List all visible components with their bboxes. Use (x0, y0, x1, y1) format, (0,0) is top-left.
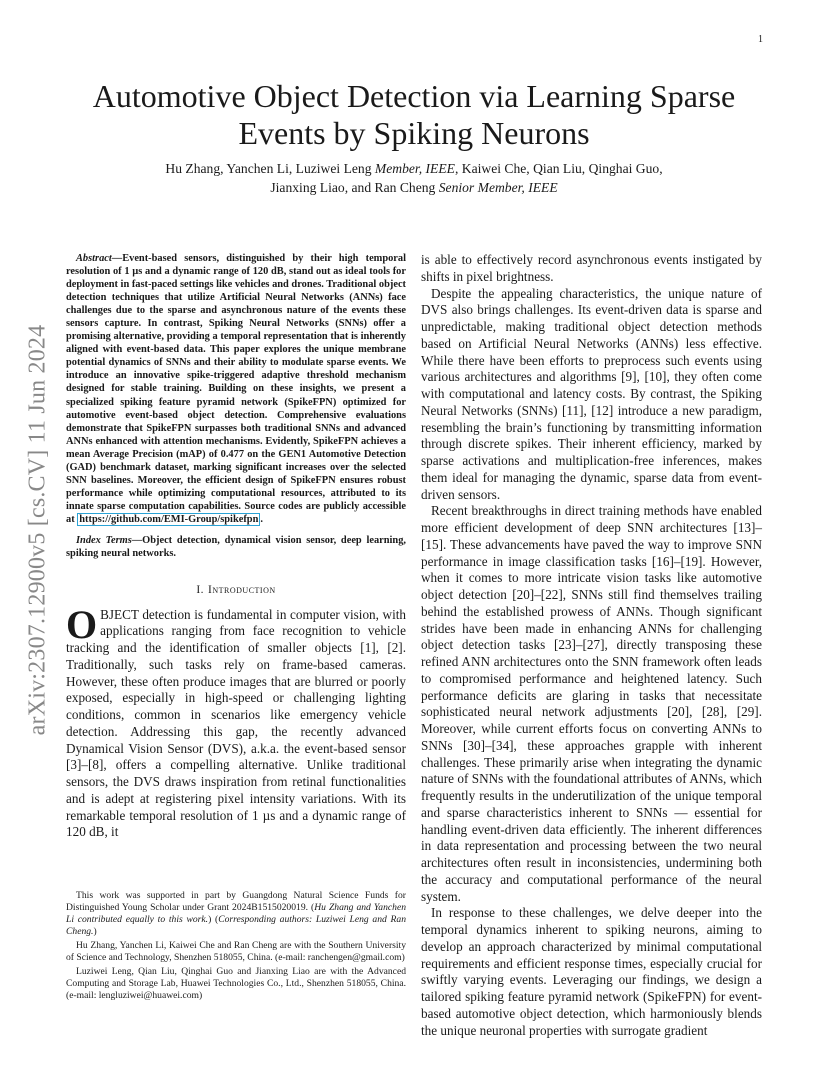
index-terms-body: —Object detection, dynamical vision sensor, deep learning, spiking neural networks. (66, 534, 406, 559)
title-line-1: Automotive Object Detection via Learning Sparse (92, 78, 736, 114)
author-list (80, 159, 748, 197)
right-column (421, 252, 762, 1039)
authors-text: , Kaiwei Che, Qian Liu, Qinghai Guo, (454, 161, 663, 176)
index-terms-label: Index Terms (76, 534, 132, 546)
affiliation-footnote-sustech: Hu Zhang, Yanchen Li, Kaiwei Che and Ran Cheng are with the Southern University of Science and Technology, Shenzhen 518055, China. (e-mail: ranchengen@gmail.com) (66, 940, 406, 963)
senior-member-label: Senior Member, IEEE (438, 180, 558, 195)
section-heading-introduction (66, 582, 406, 599)
page-number: 1 (758, 34, 763, 45)
footnote-text: ) ( (208, 914, 219, 925)
authors-line-2 (80, 178, 748, 197)
abstract-body: —Event-based sensors, distinguished by their high temporal resolution of 1 µs and a dynamic range of 120 dB, stand out as ideal tools for deployment in fast-paced settings like vehicles and drones. Traditional object detection techniques that utilize Artificial Neural Networks (ANNs) face challenges due to the sparse and asynchronous nature of the events these sensors capture. In contrast, Spiking Neural Networks (SNNs) offer a promising alternative, providing a temporal representation that is inherently aligned with event-based data. This paper explores the unique membrane potential dynamics of SNNs and their ability to modulate sparse events. We introduce an innovative spike-triggered adaptive threshold mechanism designed for stable training. Building on these insights, we present a specialized spiking feature pyramid network (SpikeFPN) optimized for automotive event-based object detection. Comprehensive evaluations demonstrate that SpikeFPN surpasses both traditional SNNs and advanced ANNs enhanced with attention mechanisms. Evidently, SpikeFPN achieves a mean Average Precision (mAP) of 0.477 on the GEN1 Automotive Detection (GAD) benchmark dataset, marking significant increases over the selected SNN baselines. Moreover, the efficient design of SpikeFPN ensures robust performance while optimizing computational resources, attributed to its innate sparse computation capabilities. Source codes are publicly accessible at (66, 253, 407, 525)
corresponding-authors-note: Corresponding authors: Luziwei Leng and Ran Cheng. (66, 914, 407, 937)
equal-contribution-note: Hu Zhang and Yanchen Li contributed equally to this work. (66, 902, 406, 925)
index-terms (66, 534, 406, 560)
affiliation-footnote-huawei: Luziwei Leng, Qian Liu, Qinghai Guo and Jianxing Liao are with the Advanced Computing and Storage Lab, Huawei Technologies Co., Ltd., Shenzhen 518055, China. (e-mail: lengluziwei@huawei.com) (66, 966, 406, 1001)
funding-footnote (66, 890, 406, 938)
left-column (66, 252, 406, 841)
drop-cap: O (66, 601, 98, 647)
section-number: I. (196, 583, 205, 596)
paper-title (0, 78, 828, 152)
title-line-2: Events by Spiking Neurons (238, 115, 590, 151)
authors-text: Jianxing Liao, and Ran Cheng (270, 180, 439, 195)
footnote-text: This work was supported in part by Guangdong Natural Science Funds for Distinguished Young Scholar under Grant 2024B1515020019. ( (66, 890, 406, 913)
member-label: Member, IEEE (374, 161, 455, 176)
footnote-text: ) (93, 926, 97, 937)
authors-line-1 (80, 159, 748, 178)
body-paragraph: is able to effectively record asynchronous events instigated by shifts in pixel brightness. (421, 252, 762, 284)
abstract-label: Abstract (76, 253, 112, 264)
authors-text: Hu Zhang, Yanchen Li, Luziwei Leng (165, 161, 375, 176)
footnotes (66, 890, 406, 1004)
source-code-link[interactable]: https://github.com/EMI-Group/spikefpn (79, 513, 259, 525)
intro-paragraph-text: BJECT detection is fundamental in computer vision, with applications ranging from face recognition to vehicle tracking and the identification of smaller objects [1], [2]. Traditionally, such tasks rely on frame-based cameras. However, these often produce images that are blurred or poorly exposed, especially in high-speed or challenging lighting conditions, common in scenarios like emergency vehicle detection. Addressing this gap, the recently advanced Dynamical Vision Sensor (DVS), a.k.a. the event-based sensor [3]–[8], offers a compelling alternative. Unlike traditional sensors, the DVS draws inspiration from retinal functionalities and is adept at registering pixel intensity variations. With its remarkable temporal resolution of 1 µs and a dynamic range of 120 dB, it (66, 606, 406, 840)
body-paragraph: Recent breakthroughs in direct training methods have enabled more efficient development of deep SNN architectures [13]–[15]. These advancements have paved the way to improve SNN performance in image classification tasks [16]–[19]. However, when it comes to more intricate vision tasks like automotive object detection [20]–[22], SNNs still find themselves trailing behind the established prowess of ANNs. Though significant strides have been made in enhancing ANNs for challenging object detection tasks [23]–[27], directly transposing these refined ANN architectures onto the SNN framework often leads to compromised performance and heightened latency. Such performance deficits are glaring in tasks that necessitate sophisticated neural network adjustments [20], [28], [29]. Moreover, while current efforts focus on converting ANNs to SNNs [30]–[34], these approaches grapple with inherent challenges. These primarily arise when integrating the dynamic nature of SNNs with the foundational attributes of ANNs, which frequently results in the underutilization of the unique temporal and sparse characteristics inherent to SNNs — essential for handling event-driven data efficiently. The inherent differences in data representation and processing between the two neural architectures often result in inconsistencies, undermining both the accuracy and computational performance of the neural system. (421, 503, 762, 904)
body-paragraph: In response to these challenges, we delve deeper into the temporal dynamics inherent to spiking neurons, aiming to develop an approach characterized by minimal computational requirements and efficient response times, especially crucial for swiftly varying events. Leveraging our findings, we design a tailored spiking feature pyramid network (SpikeFPN) for event-based automotive object detection, which harmoniously blends the unique neuronal properties with surrogate gradient (421, 905, 762, 1038)
intro-paragraph (66, 601, 406, 842)
arxiv-identifier: arXiv:2307.12900v5 [cs.CV] 11 Jun 2024 (24, 324, 51, 736)
body-paragraph: Despite the appealing characteristics, the unique nature of DVS also brings challenges. Its event-driven data is sparse and unpredictable, making traditional object detection methods based on Artificial Neural Networks (ANNs) less effective. While there have been efforts to preprocess such events using various architectures and algorithms [9], [10], they often come with computational and latency costs. By contrast, the Spiking Neural Networks (SNNs) [11], [12] introduce a new paradigm, resembling the brain’s functioning by transmitting information through discrete spikes. Their inherent efficiency, marked by sparse activations and multiplication-free inferences, makes them ideal for managing the dynamic, sparse data from event-driven sensors. (421, 285, 762, 502)
abstract-end: . (260, 513, 263, 525)
abstract (66, 252, 406, 526)
section-title: Introduction (208, 583, 276, 596)
